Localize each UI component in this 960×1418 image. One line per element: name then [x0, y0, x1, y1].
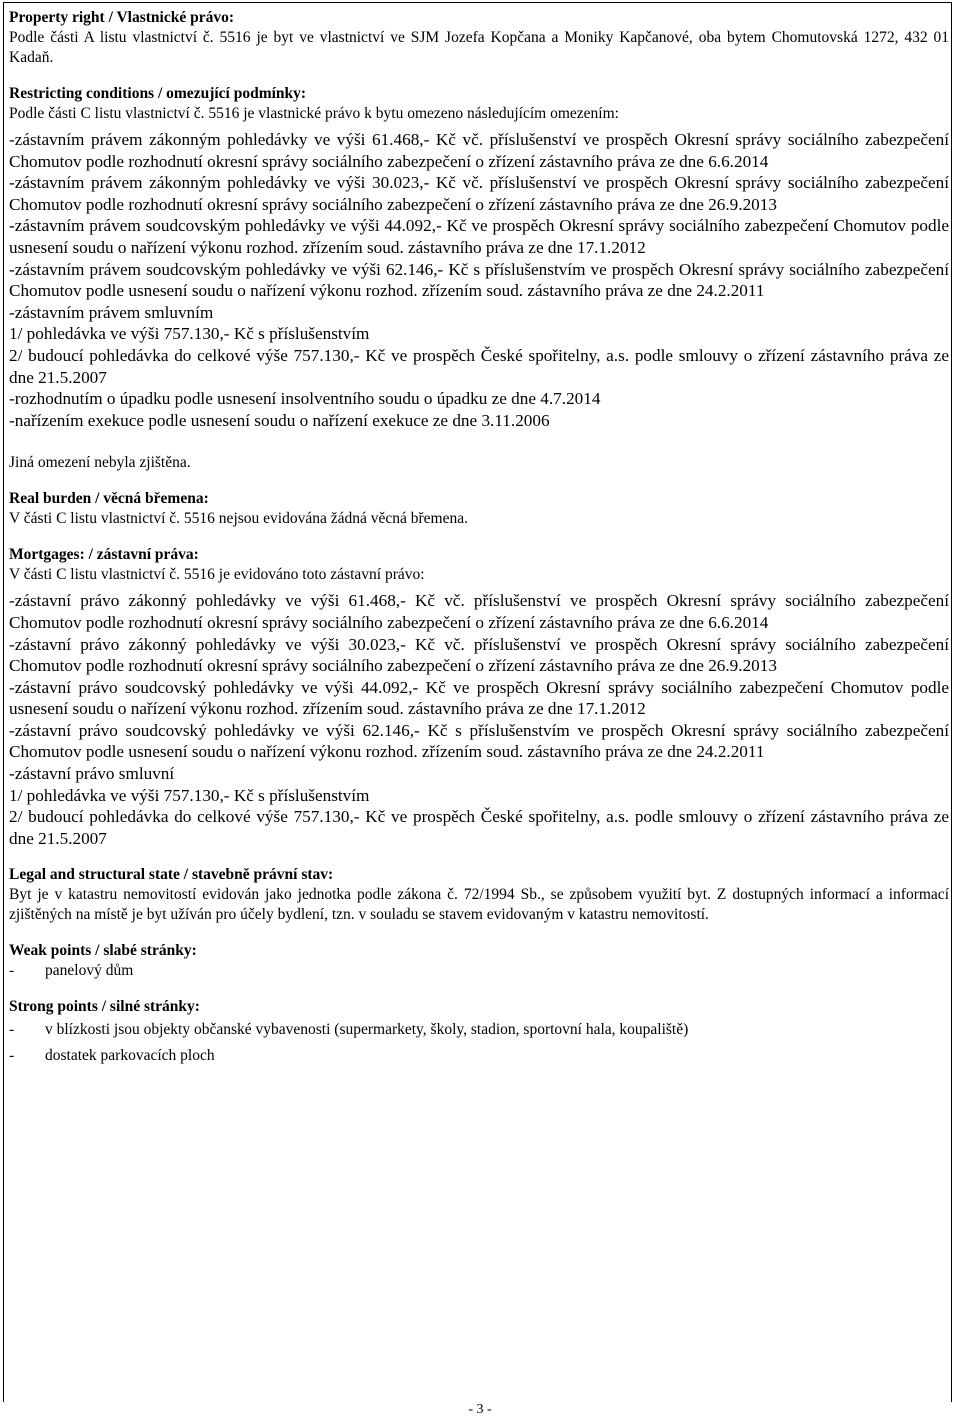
bullet-dash: -	[9, 1021, 15, 1039]
restriction-item: -nařízením exekuce podle usnesení soudu o nařízení exekuce ze dne 3.11.2006	[9, 410, 550, 430]
restriction-item: -zástavním právem soudcovským pohledávky ve výši 62.146,- Kč s příslušenstvím ve prospěch Okresní správy sociálního zabezpečení Chomutov podle usnesení soudu o nařízení výkonu rozhod. zřízením soud. zástavního práva ze dne 24.2.2011	[9, 259, 949, 301]
mortgage-item: -zástavní právo zákonný pohledávky ve výši 61.468,- Kč vč. příslušenství ve prospěch Okresní správy sociálního zabezpečení Chomutov podle rozhodnutí okresní správy sociálního zabezpečení o zřízení zástavního práva ze dne 6.6.2014	[9, 591, 949, 632]
property-right-heading: Property right / Vlastnické právo:	[9, 9, 235, 26]
mortgages-section	[9, 545, 949, 849]
restriction-item: -rozhodnutím o úpadku podle usnesení insolventního soudu o úpadku ze dne 4.7.2014	[9, 389, 601, 409]
restricting-heading: Restricting conditions / omezující podmínky:	[9, 85, 307, 102]
mortgage-item: 1/ pohledávka ve výši 757.130,- Kč s příslušenstvím	[9, 785, 370, 805]
strong-point-text: dostatek parkovacích ploch	[45, 1047, 215, 1065]
mortgages-intro: V části C listu vlastnictví č. 5516 je evidováno toto zástavní právo:	[9, 566, 425, 584]
property-right-text: Podle části A listu vlastnictví č. 5516 je byt ve vlastnictví ve SJM Jozefa Kopčana a Moniky Kapčanové, oba bytem Chomutovská 1272, 432 01 Kadaň.	[9, 29, 949, 66]
real-burden-section	[9, 489, 949, 529]
bullet-dash: -	[9, 962, 15, 980]
restriction-item: -zástavním právem soudcovským pohledávky ve výši 44.092,- Kč ve prospěch Okresní správy sociálního zabezpečení Chomutov podle usnesení soudu o nařízení výkonu rozhod. zřízením soud. zástavního práva ze dne 17.1.2012	[9, 216, 949, 257]
strong-points-heading: Strong points / silné stránky:	[9, 998, 200, 1016]
mortgages-heading: Mortgages: / zástavní práva:	[9, 546, 199, 564]
restriction-item: 1/ pohledávka ve výši 757.130,- Kč s příslušenstvím	[9, 324, 370, 344]
restriction-item: -zástavním právem smluvním	[9, 302, 214, 322]
legal-state-section	[9, 865, 949, 925]
mortgage-item: -zástavní právo soudcovský pohledávky ve výši 62.146,- Kč s příslušenstvím ve prospěch Okresní správy sociálního zabezpečení Chomutov podle usnesení soudu o nařízení výkonu rozhod. zřízením soud. zástavního práva ze dne 24.2.2011	[9, 720, 949, 762]
strong-point-item	[9, 1020, 949, 1040]
weak-points-heading: Weak points / slabé stránky:	[9, 942, 197, 960]
restriction-item: -zástavním právem zákonným pohledávky ve výši 30.023,- Kč vč. příslušenství ve prospěch Okresní správy sociálního zabezpečení Chomutov podle rozhodnutí okresní správy sociálního zabezpečení o zřízení zástavního práva ze dne 26.9.2013	[9, 173, 949, 214]
restricting-other: Jiná omezení nebyla zjištěna.	[9, 454, 191, 472]
weak-points-section	[9, 941, 949, 981]
restricting-section	[9, 84, 949, 473]
mortgage-item: -zástavní právo smluvní	[9, 764, 175, 784]
mortgage-item: 2/ budoucí pohledávka do celkové výše 757.130,- Kč ve prospěch České spořitelny, a.s. podle smlouvy o zřízení zástavního práva ze dne 21.5.2007	[9, 807, 949, 848]
real-burden-heading: Real burden / věcná břemena:	[9, 490, 209, 508]
document-body	[9, 8, 949, 1066]
bullet-dash: -	[9, 1047, 15, 1065]
mortgage-item: -zástavní právo zákonný pohledávky ve výši 30.023,- Kč vč. příslušenství ve prospěch Okresní správy sociálního zabezpečení Chomutov podle rozhodnutí okresní správy sociálního zabezpečení o zřízení zástavního práva ze dne 26.9.2013	[9, 634, 949, 676]
real-burden-text: V části C listu vlastnictví č. 5516 nejsou evidována žádná věcná břemena.	[9, 510, 468, 528]
legal-state-heading: Legal and structural state / stavebně právní stav:	[9, 866, 334, 884]
weak-point-item	[9, 961, 949, 981]
restriction-item: 2/ budoucí pohledávka do celkové výše 757.130,- Kč ve prospěch České spořitelny, a.s. podle smlouvy o zřízení zástavního práva ze dne 21.5.2007	[9, 345, 949, 387]
weak-point-text: panelový dům	[45, 962, 134, 980]
strong-points-section	[9, 997, 949, 1066]
strong-point-text: v blízkosti jsou objekty občanské vybavenosti (supermarkety, školy, stadion, sportovní hala, koupaliště)	[45, 1021, 689, 1039]
page-number: - 3 -	[0, 1402, 960, 1418]
mortgage-item: -zástavní právo soudcovský pohledávky ve výši 44.092,- Kč ve prospěch Okresní správy sociálního zabezpečení Chomutov podle usnesení soudu o nařízení výkonu rozhod. zřízením soud. zástavního práva ze dne 17.1.2012	[9, 677, 949, 719]
strong-point-item	[9, 1046, 949, 1066]
restriction-item: -zástavním právem zákonným pohledávky ve výši 61.468,- Kč vč. příslušenství ve prospěch Okresní správy sociálního zabezpečení Chomutov podle rozhodnutí okresní správy sociálního zabezpečení o zřízení zástavního práva ze dne 6.6.2014	[9, 130, 949, 171]
property-right-section	[9, 8, 949, 68]
restricting-intro: Podle části C listu vlastnictví č. 5516 je vlastnické právo k bytu omezeno následujícím omezením:	[9, 105, 619, 122]
legal-state-text: Byt je v katastru nemovitostí evidován jako jednotka podle zákona č. 72/1994 Sb., se způsobem využití byt. Z dostupných informací a informací zjištěných na místě je byt užíván pro účely bydlení, tzn. v souladu se stavem evidovaným v katastru nemovitostí.	[9, 886, 949, 924]
